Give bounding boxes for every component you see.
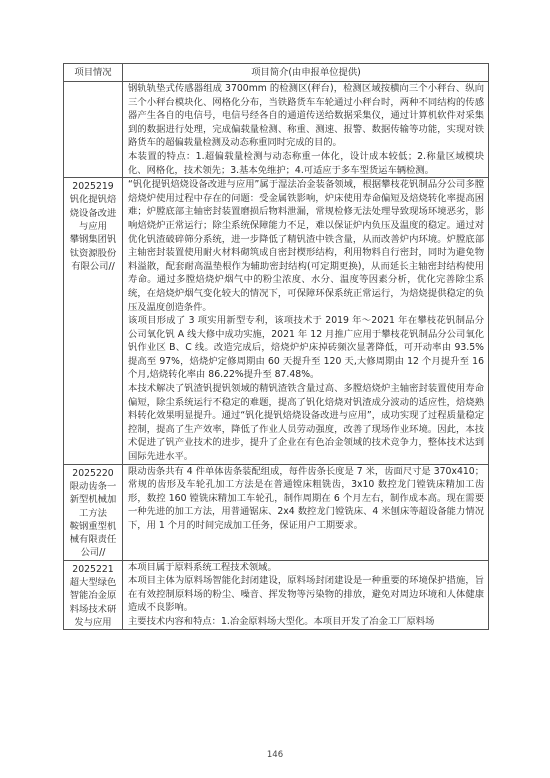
project-info-cell — [64, 178, 123, 463]
project-info-line: 工方法 — [79, 507, 107, 519]
intro-paragraph: 本装置的特点：1.超偏载量检测与动态称重一体化，设计成本较低；2.称量区域模块化、网格化，技术领先；3.基本免维护；4.可适应于多车型货运车辆检测。 — [128, 150, 484, 176]
intro-paragraph: 本技术解决了钒渣钒提钒领域的精钒渣铁含量过高、多膛焙烧炉主轴密封装置使用寿命偏短，除尘系统运行不稳定的难题，提高了钒化焙烧对钒渣成分波动的适应性，焙烧熟料转化效果明显提升。通过“钒化提钒焙烧设备改进与应用”，成功实现了过程质量稳定控制，提高了生产效率，降低了作业人员劳动强度，改善了现场作业环境。因此，本技术促进了钒产业技术的进步，提升了企业在有色冶金领域的技术竞争力，整体技术达到国际先进水平。 — [128, 383, 484, 463]
project-info-line: 钒化提钒焙 — [69, 194, 117, 206]
table-row — [64, 464, 488, 560]
project-info-line: 与应用 — [79, 221, 107, 233]
header-project-intro: 项目简介(由申报单位提供) — [251, 67, 361, 78]
project-code: 2025219 — [72, 181, 114, 193]
project-info-line: 限动齿条一 — [69, 480, 117, 492]
project-info-line: 料场技术研 — [69, 603, 117, 615]
table-header-row — [64, 64, 488, 81]
project-info-line: 烧设备改进 — [69, 207, 117, 219]
project-info-line: 鞍钢重型机 — [69, 520, 117, 532]
table-row — [64, 81, 488, 177]
project-info-cell — [64, 82, 123, 177]
header-project-info: 项目情况 — [64, 64, 123, 81]
project-table — [63, 63, 489, 630]
project-code: 2025221 — [72, 563, 114, 575]
project-info-line: 超大型绿色 — [69, 577, 117, 588]
project-info-line: 公司// — [80, 547, 106, 559]
project-info-cell — [64, 465, 123, 560]
intro-paragraph: 主要技术内容和特点：1.冶金原料场大型化。本项目开发了冶金工厂原料场 — [128, 616, 435, 628]
intro-paragraph: 本项目主体为原料场智能化封闭建设，原料场封闭建设是一种重要的环境保护措施，旨在有效控制原料场的粉尘、噪音、挥发物等污染物的排放，避免对周边环境和人体健康造成不良影响。 — [128, 575, 484, 614]
intro-paragraph: 钢轨轨垫式传感器组成 3700mm 的检测区(秤台)，检测区域按横向三个小秤台、纵向三个小秤台模块化、网格化分布，当铁路货车车轮通过小秤台时，两种不同结构的传感器产生各自的电信号，电信号经各自的通道传送给数据采集仪，通过计算机软件对采集到的数据进行处理，完成偏载量检测、称重、测速、报警、数据传输等功能，实现对铁路货车的超偏载量检测及动态称重同时完成的目的。 — [128, 83, 484, 149]
project-info-line: 新型机械加 — [69, 494, 117, 506]
project-intro-cell — [123, 465, 488, 560]
project-info-line: 发与应用 — [74, 616, 112, 628]
project-intro-cell — [123, 178, 488, 463]
page-number: 146 — [266, 750, 284, 760]
project-intro-cell — [123, 82, 488, 177]
project-info-cell — [64, 561, 123, 629]
project-info-line: 钛资源股份 — [69, 247, 117, 259]
intro-paragraph: 限动齿条共有 4 件单体齿条装配组成，每件齿条长度是 7 米，齿面尺寸是 370x410；常规的齿形及车轮孔加工方法是在普通镗床粗铣齿，3x10 数控龙门镗铣床精加工齿形，数控 160 镗铣床精加工车轮孔，制作周期在 6 个月左右，制作成本高。现在需要一种先进的加工方法，用普通锯床、2x4 数控龙门镗铣床、4 米刨床等超设备能力情况下，用 1 个月的时间完成加工任务，保证用户工期要求。 — [128, 465, 484, 531]
project-info-line: 械有限责任 — [69, 534, 117, 546]
project-info-line: 智能冶金原 — [69, 590, 117, 602]
project-code: 2025220 — [72, 467, 114, 479]
project-info-line: 攀钢集团钒 — [69, 234, 117, 246]
table-row — [64, 560, 488, 629]
table-row — [64, 177, 488, 463]
intro-paragraph: 该项目形成了 3 项实用新型专利，该项技术于 2019 年～2021 年在攀枝花钒制品分公司氧化钒 A 线大修中成功实施，2021 年 12 月推广应用于攀枝花钒制品分公司氧化钒作业区 B、C 线。改造完成后，焙烧炉炉床掉砖频次显著降低，可开动率由 93.5%提高至 97%，焙烧炉定修周期由 60 天提升至 120 天,大修周期由 12 个月提升至 16 个月,焙烧转化率由 86.22%提升至 87.48%。 — [128, 315, 484, 381]
intro-paragraph: 本项目属于原料系统工程技术领域。 — [128, 561, 277, 573]
intro-paragraph: “钒化提钒焙烧设备改进与应用”属于湿法冶金装备领域，根据攀枝花钒制品分公司多膛焙烧炉使用过程中存在的问题：受金属铁影响，炉床使用寿命偏短及焙烧转化率提高困难；炉膛底部主轴密封装置磨损后物料泄漏，常规检修无法处理导致现场环境恶劣，影响焙烧炉正常运行；除尘系统保障能力不足，难以保证炉内负压及温度的稳定。通过对优化钒渣破碎筛分系统，进一步降低了精钒渣中铁含量，从而改善炉内环境。炉膛底部主轴密封装置使用耐火材料砌筑成自密封楔形结构，利用物料自行密封，同时为避免物料溢散，配套耐高温垫根作为辅助密封结构(可定期更换)，从而延长主轴密封结构使用寿命。通过多膛焙烧炉烟气中的粉尘浓度、水分、温度等因素分析，优化完善除尘系统，在焙烧炉烟气变化较大的情况下，可保障环保系统正常运行，为焙烧提供稳定的负压及温度创造条件。 — [128, 179, 484, 313]
project-info-line: 有限公司// — [71, 260, 115, 272]
project-intro-cell — [123, 561, 488, 629]
